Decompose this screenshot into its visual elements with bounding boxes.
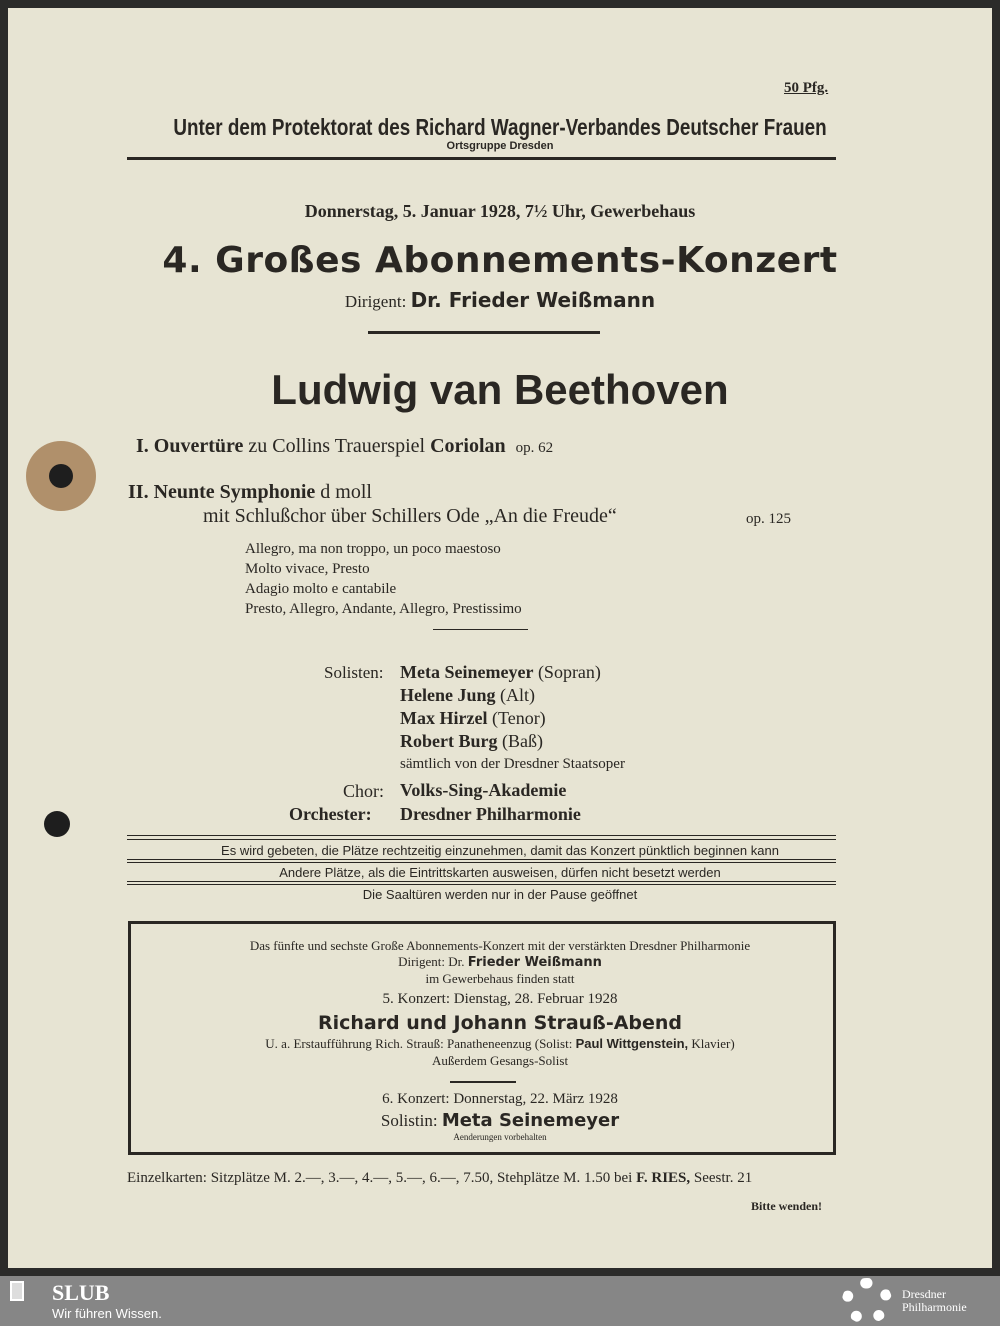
choir-label: Chor: [343,781,385,801]
book-icon [10,1281,24,1301]
soloist: Max Hirzel (Tenor) [400,708,546,728]
notice: Die Saaltüren werden nur in der Pause geöffnet [362,887,638,902]
date-line: Donnerstag, 5. Januar 1928, 7½ Uhr, Gewerbehaus [304,201,696,221]
local-group: Ortsgruppe Dresden [446,140,554,152]
program-item-2-opus: op. 125 [746,511,791,527]
notice: Andere Plätze, als die Eintrittskarten ausweisen, dürfen nicht besetzt werden [279,865,721,880]
punched-hole [44,811,70,837]
concert-5-title: Richard und Johann Strauß-Abend [317,1012,683,1034]
soloists-note: sämtlich von der Dresdner Staatsoper [400,756,625,772]
ornament-divider [433,629,528,630]
divider [368,331,600,334]
movement: Presto, Allegro, Andante, Allegro, Prestissimo [245,601,522,617]
philharmonie-logo-icon [842,1278,892,1324]
choir: Volks-Sing-Akademie [400,780,567,800]
program-item-1: I. Ouvertüre zu Collins Trauerspiel Coriolan op. 62 [136,435,554,457]
movement-list [245,539,522,619]
price: 50 Pfg. [784,80,829,96]
concert-program-page: 50 Pfg. Unter dem Protektorat des Richard Wagner-Verbandes Deutscher Frauen Ortsgruppe Dresden Donnerstag, 5. Januar 1928, 7½ Uhr, Gewerbehaus 4. Großes Abonnements-Konzert Dirigent: Dr. Frieder Weißmann Ludwig van Beethoven I. Ouvertüre zu Collins Trauerspiel Coriolan op. 62 II. Neunte Symphonie d moll mit Schlußchor über Schillers Ode „An die Freude“ op. 125 Allegro, ma non troppo, un poco maestoso Molto vivace, Presto Adagio molto e cantabile Presto, Allegro, Andante, Allegro, Prestissimo Solisten: Meta Seinemeyer (Sopran) Helene Jung (Alt) Max Hirzel (Tenor) Robert Burg (Baß) sämtlich von der Dresdner Staatsoper Chor: Volks-Sing-Akademie Orchester: Dresdner Philharmonie Es wird gebeten, die Plätze rechtzeitig einzunehmen, damit das Konzert pünktlich beginnen kann Andere Plätze, als die Eintrittskarten ausweisen, dürfen nicht besetzt werden Die Saaltüren werden nur in der Pause geöffnet Das fünfte und sechste Große Abonnements-Konzert mit der verstärkten Dresdner Philharmonie Dirigent: Dr. Frieder Weißmann im Gewerbehaus finden statt 5. Konzert: Dienstag, 28. Februar 1928 Richard und Johann Strauß-Abend U. a. Erstaufführung Rich. Strauß: Panatheneenzug (Solist: Paul Wittgenstein, Klavier) Außerdem Gesangs-Solist 6. Konzert: Donnerstag, 22. März 1928 Solistin: Meta Seinemeyer Aenderungen vorbehalten Einzelkarten: Sitzplätze M. 2.—, 3.—, 4.—, 5.—, 6.—, 7.50, Stehplätze M. 1.50 bei F. RIES, Seestr. 21 Bitte wenden! [8,8,992,1268]
punched-hole-reinforcement [26,441,96,511]
footer-bar [0,1276,1000,1326]
notice: Es wird gebeten, die Plätze rechtzeitig einzunehmen, damit das Konzert pünktlich beginnen kann [221,843,779,858]
ticket-info: Einzelkarten: Sitzplätze M. 2.—, 3.—, 4.—, 5.—, 6.—, 7.50, Stehplätze M. 1.50 bei F. RIES, Seestr. 21 [127,1170,753,1186]
divider [127,157,836,160]
slub-logo[interactable]: SLUB [52,1280,110,1305]
concert-5-date: 5. Konzert: Dienstag, 28. Februar 1928 [382,991,618,1007]
box-intro: Das fünfte und sechste Große Abonnements-Konzert mit der verstärkten Dresdner Philharmonie [249,938,751,953]
soloist: Robert Burg (Baß) [400,731,543,751]
conductor-line [8,288,992,312]
concert-title: 4. Großes Abonnements-Konzert [162,240,838,281]
movement: Molto vivace, Presto [245,561,370,577]
movement: Allegro, ma non troppo, un poco maestoso [245,541,501,557]
concert-6-date: 6. Konzert: Donnerstag, 22. März 1928 [382,1091,618,1107]
concert-5-detail: U. a. Erstaufführung Rich. Strauß: Panatheneenzug (Solist: Paul Wittgenstein, Klavier) [265,1036,735,1051]
conductor-label: Dirigent: [344,292,407,311]
philharmonie-logo-text[interactable]: Dresdner Philharmonie [902,1287,967,1314]
soloists-label: Solisten: [324,663,384,682]
soloist: Helene Jung (Alt) [400,685,536,705]
turn-over-note: Bitte wenden! [751,1199,822,1213]
program-item-2-subtitle: mit Schlußchor über Schillers Ode „An die Freude“ [203,505,617,527]
movement: Adagio molto e cantabile [245,581,397,597]
soloist-list [400,661,625,776]
soloist: Meta Seinemeyer (Sopran) [400,662,601,682]
box-note: Aenderungen vorbehalten [453,1132,547,1142]
program-item-2: II. Neunte Symphonie d moll [128,481,372,503]
protectorate-heading: Unter dem Protektorat des Richard Wagner-Verbandes Deutscher Frauen [173,114,827,140]
slub-tagline: Wir führen Wissen. [52,1306,162,1321]
box-conductor: Frieder Weißmann [467,955,602,970]
concert-5-extra: Außerdem Gesangs-Solist [431,1053,569,1068]
orchestra: Dresdner Philharmonie [400,804,581,824]
box-venue: im Gewerbehaus finden statt [425,971,575,986]
concert-6-soloist: Meta Seinemeyer [441,1110,620,1131]
composer: Ludwig van Beethoven [271,366,729,413]
orchestra-label: Orchester: [289,804,372,824]
conductor-name: Dr. Frieder Weißmann [410,288,656,312]
